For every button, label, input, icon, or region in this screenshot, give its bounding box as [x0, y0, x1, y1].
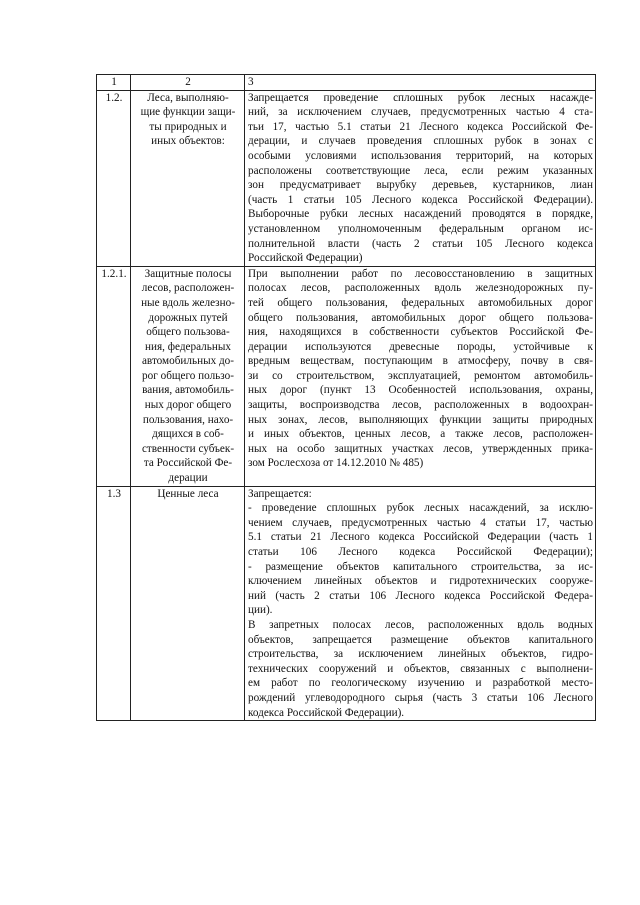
text-line: дерации, и случаев проведения сплошных рубок в зонах с [248, 135, 593, 148]
text-line: объектов, запрещается размещение объектов капитального [248, 633, 593, 646]
text-line: Выборочные рубки лесных насаждений проводятся в порядке, [248, 208, 593, 221]
text-line: и иных объектов, ценных лесов, а также лесов, расположен- [248, 428, 593, 441]
text-line: ты природных и [149, 120, 227, 133]
text-line: тьи 17, частью 5.1 статьи 21 Лесного кодекса Российской Фе- [248, 120, 593, 133]
table-row [97, 90, 596, 266]
text-line: ний, за исключением случаев, предусмотренных частью 4 ста- [248, 106, 593, 119]
forest-category [131, 266, 245, 486]
text-line: ния, находящихся в собственности субъектов Российской Фе- [248, 326, 593, 339]
header-cell-2: 2 [131, 75, 245, 91]
forest-category [131, 486, 245, 721]
text-line: (часть 1 статьи 105 Лесного кодекса Российской Федерации). [248, 193, 593, 206]
text-line: особыми условиями использования территорий, на которых [248, 149, 593, 162]
text-line: полнительной власти (часть 2 статьи 105 Лесного кодекса [248, 237, 593, 250]
text-line: автомобильных до- [141, 355, 235, 368]
text-line: вания, автомобиль- [142, 384, 234, 397]
text-line: общего пользования, автомобильных дорог общего пользова- [248, 311, 593, 324]
table-header-row [97, 75, 596, 91]
text-line: ции). [248, 604, 273, 617]
text-line: кодекса Российской Федерации). [248, 706, 405, 719]
forest-category [131, 90, 245, 266]
row-number: 1.2. [97, 90, 131, 266]
text-line: расположены соответствующие леса, если режим указанных [248, 164, 593, 177]
text-line: Леса, выполняю- [147, 91, 229, 104]
text-line: дерации используются древесные породы, устойчивые к [248, 340, 593, 353]
table-row [97, 266, 596, 486]
text-line: зон предусматривает вырубку деревьев, кустарников, лиан [248, 179, 593, 192]
text-line: ных дорог общего [144, 399, 232, 412]
text-line: ний (часть 2 статьи 106 Лесного кодекса Российской Федера- [248, 589, 593, 602]
text-line: щие функции защи- [140, 106, 236, 119]
text-line: ственности субъек- [141, 442, 235, 455]
text-line: технических сооружений и объектов, связанных с выполнени- [248, 662, 593, 675]
text-line: ных зонах, лесов, выполняющих функции защиты природных [248, 413, 593, 426]
table-row [97, 486, 596, 721]
text-line: рог общего пользо- [142, 369, 234, 382]
text-line: ключением линейных объектов и гидротехнических сооруже- [248, 575, 593, 588]
restriction-text [245, 486, 596, 721]
header-cell-3: 3 [245, 75, 596, 91]
restriction-text [245, 266, 596, 486]
restriction-text [245, 90, 596, 266]
text-line: В запретных полосах лесов, расположенных вдоль водных [248, 618, 593, 631]
text-line: иных объектов: [151, 135, 225, 148]
text-line: Запрещается: [248, 487, 312, 500]
text-line: 5.1 статьи 21 Лесного кодекса Российской Федерации (часть 1 [248, 531, 593, 544]
text-line: та Российской Фе- [143, 457, 233, 470]
text-line: - проведение сплошных рубок лесных насаждений, за исклю- [248, 502, 593, 515]
text-line: тей общего пользования, федеральных автомобильных дорог [248, 296, 593, 309]
text-line: лесов, расположен- [141, 282, 235, 295]
text-line: рождений углеводородного сырья (часть 3 статьи 106 Лесного [248, 691, 593, 704]
text-line: Запрещается проведение сплошных рубок лесных насажде- [248, 91, 593, 104]
header-cell-1: 1 [97, 75, 131, 91]
text-line: ных на особо защитных участках лесов, утвержденных прика- [248, 442, 593, 455]
text-line: ния, федеральных [145, 340, 231, 353]
text-line: дерации [168, 472, 208, 485]
text-line: - размещение объектов капитального строительства, за ис- [248, 560, 593, 573]
text-line: защиты, воспроизводства лесов, расположенных в водоохран- [248, 399, 593, 412]
text-line: полосах лесов, расположенных вдоль железнодорожных пу- [248, 282, 593, 295]
text-line: чением случаев, предусмотренных частью 4 статьи 17, частью [248, 516, 593, 529]
text-line: При выполнении работ по лесовосстановлению в защитных [248, 267, 593, 280]
text-line: дящихся в соб- [152, 428, 224, 441]
text-line: установленном уполномоченным федеральным органом ис- [248, 222, 593, 235]
text-line: дорожных путей [148, 311, 228, 324]
text-line: ные вдоль железно- [141, 296, 235, 309]
row-number: 1.2.1. [97, 266, 131, 486]
text-line: Российской Федерации) [248, 252, 363, 265]
text-line: ных дорог (пункт 13 Особенностей использования, охраны, [248, 384, 593, 397]
text-line: зи со строительством, эксплуатацией, ремонтом автомобиль- [248, 369, 593, 382]
text-line: Защитные полосы [144, 267, 232, 280]
text-line: зом Рослесхоза от 14.12.2010 № 485) [248, 457, 424, 470]
text-line: строительства, за исключением линейных объектов, гидро- [248, 648, 593, 661]
text-line: вредным веществам, поступающим в атмосферу, почву в свя- [248, 355, 593, 368]
row-number: 1.3 [97, 486, 131, 721]
text-line: пользования, нахо- [142, 413, 234, 426]
text-line: общего пользова- [146, 326, 230, 339]
regulation-table [96, 74, 596, 721]
text-line: Ценные леса [157, 487, 219, 500]
text-line: статьи 106 Лесного кодекса Российской Федерации); [248, 546, 593, 558]
text-line: ем работ по геологическому изучению и разработкой место- [248, 677, 593, 690]
